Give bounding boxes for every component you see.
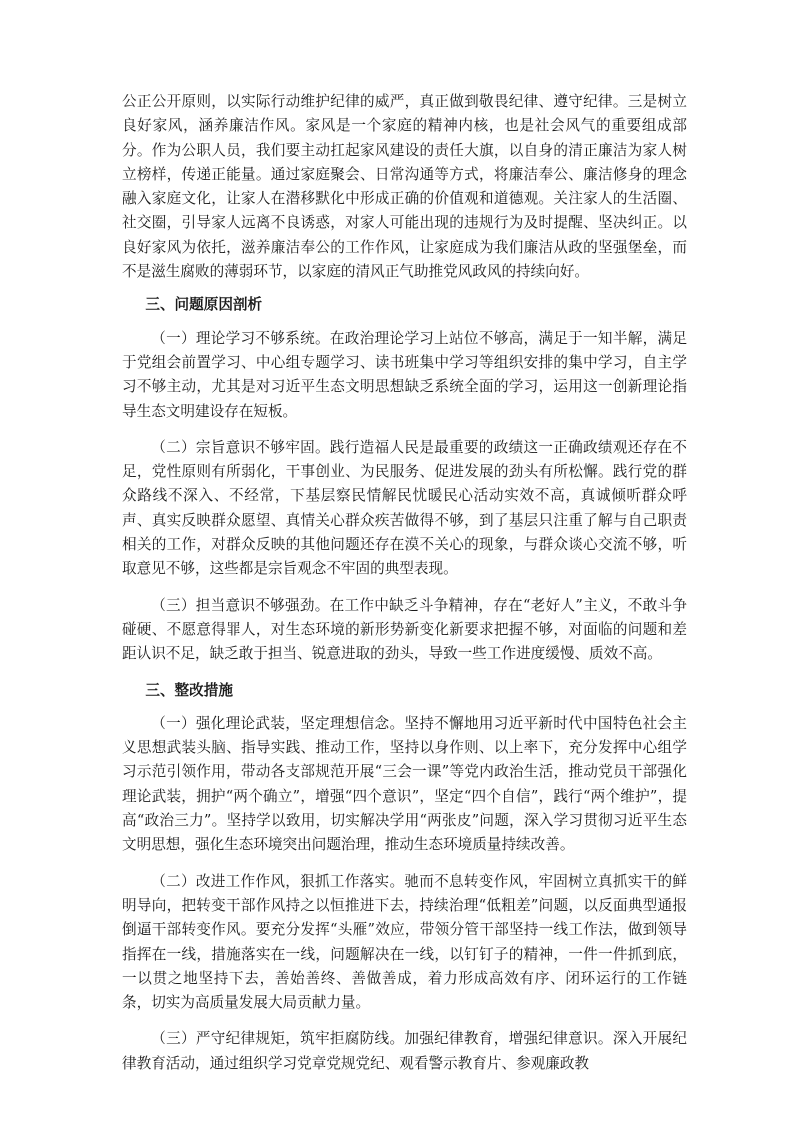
- paragraph-discipline: （三）严守纪律规矩，筑牢拒腐防线。加强纪律教育，增强纪律意识。深入开展纪律教育活动，通过组织学习党章党规党纪、观看警示教育片、参观廉政教: [122, 1030, 687, 1072]
- paragraph-continuation: 公正公开原则，以实际行动维护纪律的威严，真正做到敬畏纪律、遵守纪律。三是树立良好家风，涵养廉洁作风。家风是一个家庭的精神内核，也是社会风气的重要组成部分。作为公职人员，我们要主动扛起家风建设的责任大旗，以自身的清正廉洁为家人树立榜样，传递正能量。通过家庭聚会、日常沟通等方式，将廉洁奉公、廉洁修身的理念融入家庭文化，让家人在潜移默化中形成正确的价值观和道德观。关注家人的生活圈、社交圈，引导家人远离不良诱惑，对家人可能出现的违规行为及时提醒、坚决纠正。以良好家风为依托，滋养廉洁奉公的工作作风，让家庭成为我们廉洁从政的坚强堡垒，而不是滋生腐败的薄弱环节，以家庭的清风正气助推党风政风的持续向好。: [122, 93, 687, 281]
- paragraph-theory-study: （一）理论学习不够系统。在政治理论学习上站位不够高，满足于一知半解，满足于党组会前置学习、中心组专题学习、读书班集中学习等组织安排的集中学习，自主学习不够主动，尤其是对习近平生态文明思想缺乏系统全面的学习，运用这一创新理论指导生态文明建设存在短板。: [122, 329, 687, 420]
- section-heading-problem-analysis: 三、问题原因剖析: [145, 296, 263, 314]
- section-heading-rectification: 三、整改措施: [145, 681, 233, 699]
- paragraph-work-style: （二）改进工作作风，狠抓工作落实。驰而不息转变作风，牢固树立真抓实干的鲜明导向，把转变干部作风持之以恒推进下去，持续治理“低粗差”问题，以反面典型通报倒逼干部转变作风。要充分发挥“头雁”效应，带领分管干部坚持一线工作法，做到领导指挥在一线，措施落实在一线，问题解决在一线，以钉钉子的精神，一件一件抓到底，一以贯之地坚持下去，善始善终、善做善成，着力形成高效有序、闭环运行的工作链条，切实为高质量发展大局贡献力量。: [122, 872, 687, 1012]
- paragraph-purpose-awareness: （二）宗旨意识不够牢固。践行造福人民是最重要的政绩这一正确政绩观还存在不足，党性原则有所弱化，干事创业、为民服务、促进发展的劲头有所松懈。践行党的群众路线不深入、不经常，下基层察民情解民忧暖民心活动实效不高，真诚倾听群众呼声、真实反映群众愿望、真情关心群众疾苦做得不够，到了基层只注重了解与自己职责相关的工作，对群众反映的其他问题还存在漠不关心的现象，与群众谈心交流不够，听取意见不够，这些都是宗旨观念不牢固的典型表现。: [122, 438, 687, 578]
- paragraph-theory-arming: （一）强化理论武装，坚定理想信念。坚持不懈地用习近平新时代中国特色社会主义思想武装头脑、指导实践、推动工作，坚持以身作则、以上率下，充分发挥中心组学习示范引领作用，带动各支部规范开展“三会一课”等党内政治生活，推动党员干部强化理论武装，拥护“两个确立”，增强“四个意识”，坚定“四个自信”，践行“两个维护”，提高“政治三力”。坚持学以致用，切实解决学用“两张皮”问题，深入学习贯彻习近平生态文明思想，强化生态环境突出问题治理，推动生态环境质量持续改善。: [122, 714, 687, 854]
- paragraph-responsibility: （三）担当意识不够强劲。在工作中缺乏斗争精神，存在“老好人”主义，不敢斗争碰硬、不愿意得罪人，对生态环境的新形势新变化新要求把握不够，对面临的问题和差距认识不足，缺乏敢于担当、锐意进取的劲头，导致一些工作进度缓慢、质效不高。: [122, 596, 687, 663]
- document-page: [122, 90, 687, 1088]
